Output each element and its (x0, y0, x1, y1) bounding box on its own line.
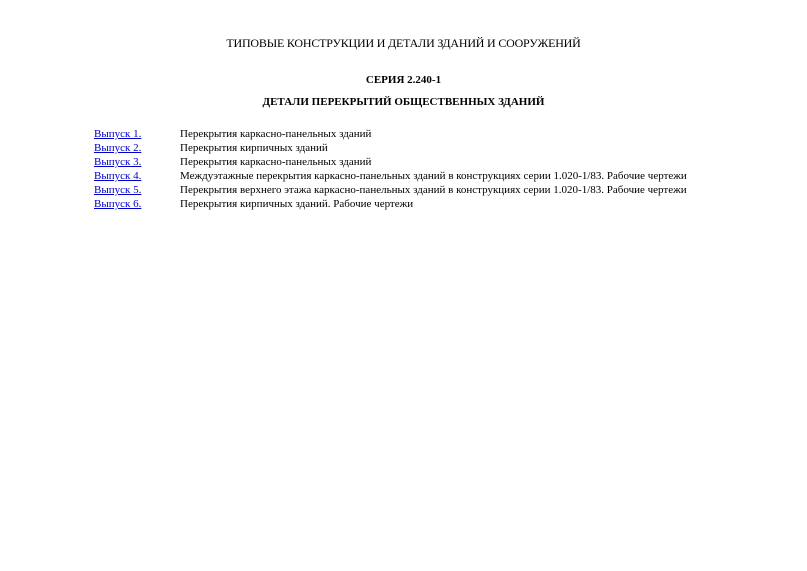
issue-row (94, 127, 687, 141)
issue-row (94, 197, 687, 211)
issue-description: Перекрытия верхнего этажа каркасно-панельных зданий в конструкциях серии 1.020-1/83. Рабочие чертежи (180, 184, 687, 196)
issue-list (94, 127, 687, 211)
issue-link-3[interactable]: Выпуск 3. (94, 156, 142, 168)
issue-description: Перекрытия каркасно-панельных зданий (180, 128, 372, 140)
document-title: ТИПОВЫЕ КОНСТРУКЦИИ И ДЕТАЛИ ЗДАНИЙ И СООРУЖЕНИЙ (226, 36, 581, 50)
issue-row (94, 183, 687, 197)
issue-link-2[interactable]: Выпуск 2. (94, 142, 142, 154)
issue-row (94, 169, 687, 183)
series-title: ДЕТАЛИ ПЕРЕКРЫТИЙ ОБЩЕСТВЕННЫХ ЗДАНИЙ (262, 96, 545, 108)
issue-description: Междуэтажные перекрытия каркасно-панельных зданий в конструкциях серии 1.020-1/83. Рабочие чертежи (180, 170, 687, 182)
issue-description: Перекрытия каркасно-панельных зданий (180, 156, 372, 168)
series-code: СЕРИЯ 2.240-1 (365, 74, 442, 86)
issue-link-6[interactable]: Выпуск 6. (94, 198, 142, 210)
issue-row (94, 141, 687, 155)
issue-description: Перекрытия кирпичных зданий (180, 142, 328, 154)
issue-link-1[interactable]: Выпуск 1. (94, 128, 142, 140)
issue-description: Перекрытия кирпичных зданий. Рабочие чертежи (180, 198, 414, 210)
issue-link-4[interactable]: Выпуск 4. (94, 170, 142, 182)
issue-link-5[interactable]: Выпуск 5. (94, 184, 142, 196)
issue-row (94, 155, 687, 169)
